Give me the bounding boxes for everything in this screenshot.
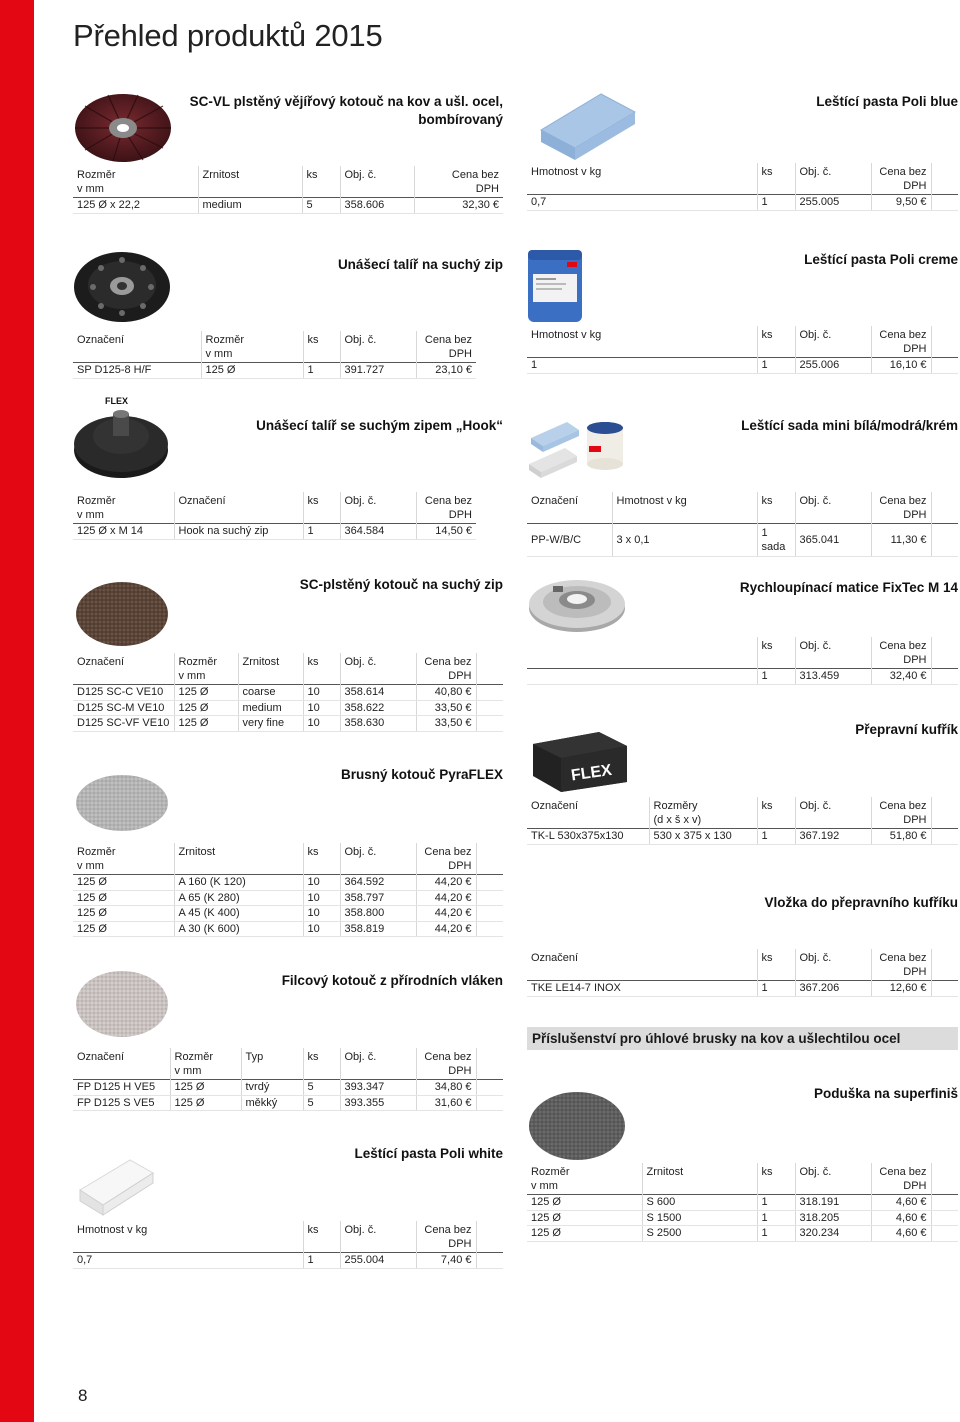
product-table	[73, 1048, 503, 1111]
mini-set-image	[527, 410, 637, 484]
col-header: Obj. č.	[340, 653, 416, 685]
table-row: FP D125 S VE5 125 Ø měkký 5 393.355 31,60 €	[73, 1095, 503, 1111]
product-title: Leštící sada mini bílá/modrá/krém	[741, 418, 958, 433]
product-title: Leštící pasta Poli blue	[816, 94, 958, 109]
col-header: ks	[757, 326, 795, 358]
product-table	[73, 653, 503, 732]
col-header: Zrnitost	[238, 653, 303, 685]
col-header: ks	[302, 166, 340, 198]
col-header: Hmotnost v kg	[527, 326, 757, 358]
col-header	[527, 637, 757, 669]
hook-pad-image	[73, 392, 169, 480]
col-header: Obj. č.	[795, 949, 871, 981]
product-mini-set	[527, 410, 958, 555]
col-header: Rozměr v mm	[73, 166, 198, 198]
col-header: Cena bez DPH	[871, 163, 931, 195]
col-header: ks	[303, 1048, 340, 1080]
col-header: Obj. č.	[340, 166, 414, 198]
product-title: Unášecí talíř se suchým zipem „Hook“	[256, 418, 503, 433]
table-row: 125 Ø x 22,2 medium 5 358.606 32,30 €	[73, 198, 503, 214]
product-table	[527, 949, 958, 997]
paste-jar-image	[527, 248, 583, 324]
col-header: Obj. č.	[795, 492, 871, 524]
product-pyraflex	[73, 766, 503, 936]
product-poli-blue	[527, 90, 958, 215]
product-title: Přepravní kufřík	[855, 722, 958, 737]
col-header: Hmotnost v kg	[612, 492, 757, 524]
col-header: Cena bez DPH	[451, 169, 499, 195]
table-row: 0,7 1 255.004 7,40 €	[73, 1253, 503, 1269]
col-header: Rozměr v mm	[73, 492, 174, 524]
table-row: 125 Ø A 160 (K 120) 10 364.592 44,20 €	[73, 875, 503, 891]
product-table	[73, 492, 476, 540]
col-header: Obj. č.	[340, 1048, 416, 1080]
product-sc-vl	[73, 90, 503, 215]
col-header: Typ	[241, 1048, 303, 1080]
col-header: Cena bez DPH	[424, 334, 472, 360]
col-header: Označení	[73, 653, 174, 685]
blue-paste-bar-image	[537, 90, 637, 162]
flap-disc-image	[73, 90, 173, 162]
col-header: Zrnitost	[198, 166, 302, 198]
col-header: Zrnitost	[174, 843, 303, 875]
col-header: Rozměr v mm	[201, 331, 303, 363]
svg-text:FLEX: FLEX	[105, 396, 129, 406]
product-poli-white	[73, 1145, 503, 1270]
col-header: ks	[303, 331, 340, 363]
col-header: ks	[303, 843, 340, 875]
col-header: Rozměr v mm	[174, 653, 238, 685]
col-header: ks	[757, 637, 795, 669]
col-header: ks	[757, 949, 795, 981]
col-header: Zrnitost	[642, 1163, 757, 1195]
brown-felt-disc-image	[75, 581, 169, 647]
col-header: Obj. č.	[340, 492, 416, 524]
table-row: PP-W/B/C 3 x 0,1 1 sada 365.041 11,30 €	[527, 524, 958, 557]
felt-disc-image	[75, 970, 169, 1038]
table-row: 125 Ø S 600 1 318.191 4,60 €	[527, 1195, 958, 1211]
product-title: SC-VL plstěný vějířový kotouč na kov a ušl. ocel, bombírovaný	[189, 94, 503, 127]
col-header: Označení	[73, 331, 201, 363]
product-title: Vložka do přepravního kufříku	[764, 895, 958, 910]
product-table	[73, 1221, 503, 1269]
carrying-case-image	[529, 728, 629, 794]
product-title: Leštící pasta Poli white	[354, 1146, 503, 1161]
product-table	[527, 492, 958, 557]
red-side-bar	[0, 0, 34, 1422]
col-header: Označení	[174, 492, 303, 524]
table-row: TK-L 530x375x130 530 x 375 x 130 1 367.192 51,80 €	[527, 829, 958, 845]
product-superfinish-pad	[527, 1085, 958, 1245]
col-header: Cena bez DPH	[871, 1163, 931, 1195]
product-table	[527, 326, 958, 374]
col-header: Obj. č.	[795, 326, 871, 358]
table-row: SP D125-8 H/F 125 Ø 1 391.727 23,10 €	[73, 363, 476, 379]
col-header: Označení	[527, 949, 757, 981]
svg-text:FLEX: FLEX	[570, 761, 613, 785]
col-header: Cena bez DPH	[871, 949, 931, 981]
col-header: Rozměr v mm	[170, 1048, 241, 1080]
col-header: Cena bez DPH	[871, 326, 931, 358]
product-table	[527, 1163, 958, 1242]
col-header: Cena bez DPH	[871, 492, 931, 524]
col-header: Cena bez DPH	[416, 1221, 476, 1253]
table-row: D125 SC-M VE10 125 Ø medium 10 358.622 33,50 €	[73, 700, 503, 716]
dark-pad-image	[527, 1091, 627, 1161]
col-header: Rozměry (d x š x v)	[649, 797, 757, 829]
col-header: Obj. č.	[795, 1163, 871, 1195]
col-header: ks	[757, 1163, 795, 1195]
product-title: Poduška na superfiniš	[813, 1086, 958, 1101]
table-row: 125 Ø A 30 (K 600) 10 358.819 44,20 €	[73, 921, 503, 937]
table-row: 125 Ø S 1500 1 318.205 4,60 €	[527, 1210, 958, 1226]
page-title: Přehled produktů 2015	[73, 18, 383, 53]
col-header: ks	[303, 1221, 340, 1253]
col-header: Obj. č.	[340, 843, 416, 875]
col-header: ks	[757, 163, 795, 195]
table-row: 125 Ø x M 14 Hook na suchý zip 1 364.584 14,50 €	[73, 524, 476, 540]
col-header: Obj. č.	[340, 1221, 416, 1253]
grey-disc-image	[75, 774, 169, 832]
table-row: D125 SC-C VE10 125 Ø coarse 10 358.614 40,80 €	[73, 685, 503, 701]
col-header: Cena bez DPH	[416, 1048, 476, 1080]
product-table	[527, 637, 958, 685]
product-table	[73, 331, 476, 379]
backing-pad-image	[73, 250, 171, 324]
page-number: 8	[78, 1386, 88, 1405]
col-header: Označení	[527, 492, 612, 524]
product-poli-creme	[527, 248, 958, 378]
col-header: Cena bez DPH	[424, 495, 472, 521]
col-header: Obj. č.	[795, 797, 871, 829]
col-header: Cena bez DPH	[871, 797, 931, 829]
col-header: ks	[303, 653, 340, 685]
col-header: Rozměr v mm	[527, 1163, 642, 1195]
table-row: 125 Ø A 45 (K 400) 10 358.800 44,20 €	[73, 906, 503, 922]
product-title: Rychloupínací matice FixTec M 14	[739, 580, 958, 595]
col-header: ks	[757, 797, 795, 829]
col-header: Cena bez DPH	[416, 653, 476, 685]
table-row: TKE LE14-7 INOX 1 367.206 12,60 €	[527, 981, 958, 997]
col-header: Cena bez DPH	[416, 843, 476, 875]
product-fixtec	[527, 572, 958, 687]
clamping-nut-image	[527, 572, 627, 634]
product-case	[527, 718, 958, 848]
col-header: Označení	[73, 1048, 170, 1080]
col-header: Rozměr v mm	[73, 843, 174, 875]
col-header: ks	[757, 492, 795, 524]
table-row: 125 Ø S 2500 1 320.234 4,60 €	[527, 1226, 958, 1242]
product-title: Filcový kotouč z přírodních vláken	[281, 973, 503, 988]
col-header: Cena bez DPH	[871, 637, 931, 669]
product-title: SC-plstěný kotouč na suchý zip	[299, 577, 503, 592]
product-table	[527, 797, 958, 845]
product-table	[527, 163, 958, 211]
product-title: Leštící pasta Poli creme	[804, 252, 958, 267]
product-table	[73, 843, 503, 937]
table-row: D125 SC-VF VE10 125 Ø very fine 10 358.630 33,50 €	[73, 716, 503, 732]
col-header: Hmotnost v kg	[73, 1221, 303, 1253]
col-header: Označení	[527, 797, 649, 829]
product-title: Brusný kotouč PyraFLEX	[340, 767, 503, 782]
product-backing-pad-zip	[73, 250, 503, 380]
product-sc-felt-disc	[73, 576, 503, 731]
col-header: ks	[303, 492, 340, 524]
product-backing-pad-hook	[73, 392, 503, 542]
col-header: Obj. č.	[795, 163, 871, 195]
col-header: Obj. č.	[340, 331, 416, 363]
table-row: 125 Ø A 65 (K 280) 10 358.797 44,20 €	[73, 890, 503, 906]
col-header: Obj. č.	[795, 637, 871, 669]
table-row: 1 313.459 32,40 €	[527, 669, 958, 685]
product-felt-natural	[73, 970, 503, 1110]
product-title: Unášecí talíř na suchý zip	[337, 257, 503, 272]
product-table	[73, 166, 503, 214]
section-heading: Příslušenství pro úhlové brusky na kov a ušlechtilou ocel	[527, 1027, 958, 1050]
table-row: FP D125 H VE5 125 Ø tvrdý 5 393.347 34,80 €	[73, 1080, 503, 1096]
white-paste-bar-image	[75, 1155, 155, 1217]
table-row: 1 1 255.006 16,10 €	[527, 358, 958, 374]
product-case-insert	[527, 892, 958, 1002]
table-row: 0,7 1 255.005 9,50 €	[527, 195, 958, 211]
col-header: Hmotnost v kg	[527, 163, 757, 195]
